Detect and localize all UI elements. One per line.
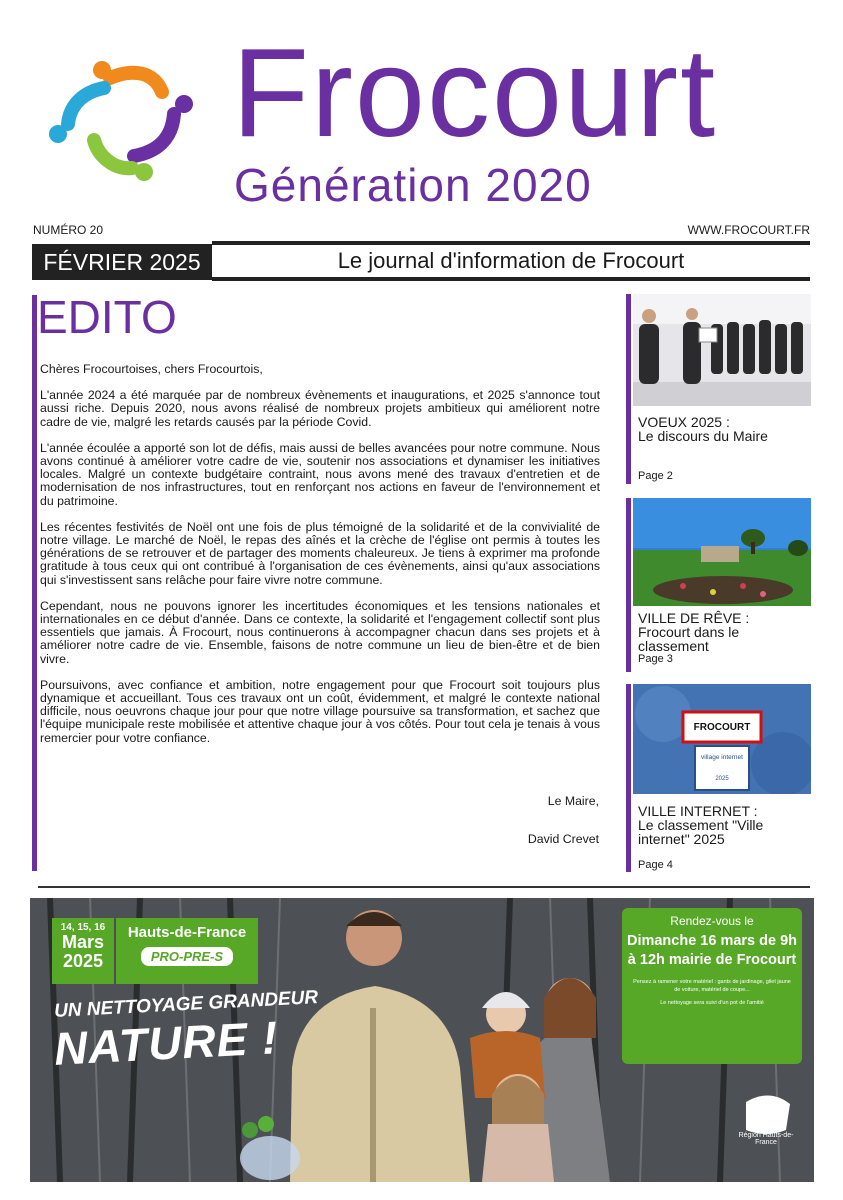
card-page: Page 2	[638, 470, 673, 482]
card-title[interactable]: VOEUX 2025 :	[638, 414, 730, 430]
edito-greeting: Chères Frocourtoises, chers Frocourtois,	[40, 362, 263, 376]
newsletter-subtitle: Génération 2020	[234, 159, 592, 211]
edito-heading: EDITO	[37, 291, 177, 343]
poster-note: Pensez à ramener votre matériel : gants de jardinage, gilet jaune de voiture, matériel de coupe...	[633, 979, 791, 993]
edito-paragraph: Poursuivons, avec confiance et ambition, notre engagement pour que Frocourt soit toujours plus dynamique et accueillant. Tous ces travaux ont un coût, évidemment, et malgré le contexte national difficile, nous oeuvrons chaque jour pour que notre village poursuive sa transformation, et sachez que l'équipe municipale reste mobilisée et attentive chaque jour à vos côtés. Pour tout cela je tenais à vous remercier pour votre confiance.	[40, 677, 600, 745]
newsletter-title: Frocourt	[232, 22, 718, 163]
logo-icon	[44, 52, 204, 192]
poster-info-box	[622, 908, 802, 1064]
card-title[interactable]: VILLE INTERNET :	[638, 803, 758, 819]
card-subtitle: Frocourt dans le classement	[638, 624, 740, 654]
poster-event: Dimanche 16 mars de 9h à 12h mairie de Frocourt	[626, 933, 798, 968]
signature-name: David Crevet	[527, 832, 599, 846]
section-divider	[38, 886, 810, 888]
voeux-photo[interactable]	[633, 294, 811, 406]
card-title[interactable]: VILLE DE RÊVE :	[638, 610, 750, 626]
signature-role: Le Maire,	[547, 794, 599, 808]
edito-body	[40, 363, 600, 758]
card-accent-bar	[626, 294, 631, 484]
poster-slogan-line2: NATURE !	[52, 1011, 280, 1075]
issue-date: FÉVRIER 2025	[32, 244, 212, 280]
cleanup-poster[interactable]	[30, 898, 814, 1182]
edito-accent-bar	[32, 295, 37, 871]
poster-region: Hauts-de-France	[127, 924, 247, 941]
poster-days: 14, 15, 16	[60, 922, 106, 933]
poster-brand: Région Hauts-de-France	[738, 1132, 794, 1146]
village-sign-year: 2025	[715, 776, 729, 782]
card-accent-bar	[626, 684, 631, 872]
village-sign-label: village internet	[701, 754, 743, 761]
card-accent-bar	[626, 498, 631, 672]
poster-month: Mars	[61, 932, 105, 952]
poster-slogan-line1: UN NETTOYAGE GRANDEUR	[53, 987, 319, 1022]
website-link[interactable]: WWW.FROCOURT.FR	[687, 223, 810, 237]
poster-region-badge	[116, 918, 258, 984]
card-page: Page 4	[638, 859, 673, 871]
poster-date-badge	[52, 918, 114, 984]
card-subtitle: Le discours du Maire	[638, 428, 768, 444]
edito-paragraph: L'année écoulée a apporté son lot de défis, mais aussi de belles avancées pour notre commune. Nous avons continué à améliorer votre cadre de vie, soutenir nos associations et dynamiser les initiatives locales. Malgré un contexte budgétaire contraint, nous avons mené des travaux d'entretien et de modernisation de nos infrastructures, tout en renforçant nos actions en faveur de l'environnement et du patrimoine.	[40, 440, 600, 508]
poster-year: 2025	[62, 951, 104, 971]
card-page: Page 3	[638, 653, 673, 665]
edito-paragraph: Cependant, nous ne pouvons ignorer les incertitudes économiques et les tensions nationales et internationales en ce début d'année. Dans ce contexte, la solidarité et l'engagement collectif sont plus essentiels que jamais. À Frocourt, nous continuerons à accompagner chacun dans ses projets et à améliorer notre cadre de vie. Ensemble, faisons de notre commune un lieu de bien-être et de bien vivre.	[40, 598, 600, 666]
edito-paragraph: L'année 2024 a été marquée par de nombreux évènements et inaugurations, et 2025 s'annonce tout aussi riche. Depuis 2020, nous avons réalisé de nombreux projets ambitieux qui améliorent notre cadre de vie, malgré les retards causés par la période Covid.	[40, 388, 600, 429]
edito-paragraph: Les récentes festivités de Noël ont une fois de plus témoigné de la solidarité et de la convivialité de notre village. Le marché de Noël, le repas des aînés et la crèche de l'église ont permis à toutes les générations de se retrouver et de partager des moments chaleureux. Je tiens à exprimer ma profonde gratitude à tous ceux qui ont contribué à l'organisation de ces évènements, ainsi qu'aux associations qui s'investissent sans relâche pour faire vivre notre commune.	[40, 519, 600, 587]
poster-propres: PRO-PRE-S	[141, 947, 233, 966]
ville-de-reve-photo[interactable]	[633, 498, 811, 606]
poster-rdv: Rendez-vous le	[670, 914, 754, 928]
card-subtitle: Le classement "Ville internet" 2025	[638, 817, 764, 847]
tagline: Le journal d'information de Frocourt	[337, 248, 685, 273]
issue-number: NUMÉRO 20	[33, 223, 104, 237]
ville-internet-photo[interactable]	[633, 684, 811, 794]
village-sign-town: FROCOURT	[693, 722, 751, 733]
poster-note2: Le nettoyage sera suivi d'un pot de l'amitié	[660, 1000, 764, 1006]
